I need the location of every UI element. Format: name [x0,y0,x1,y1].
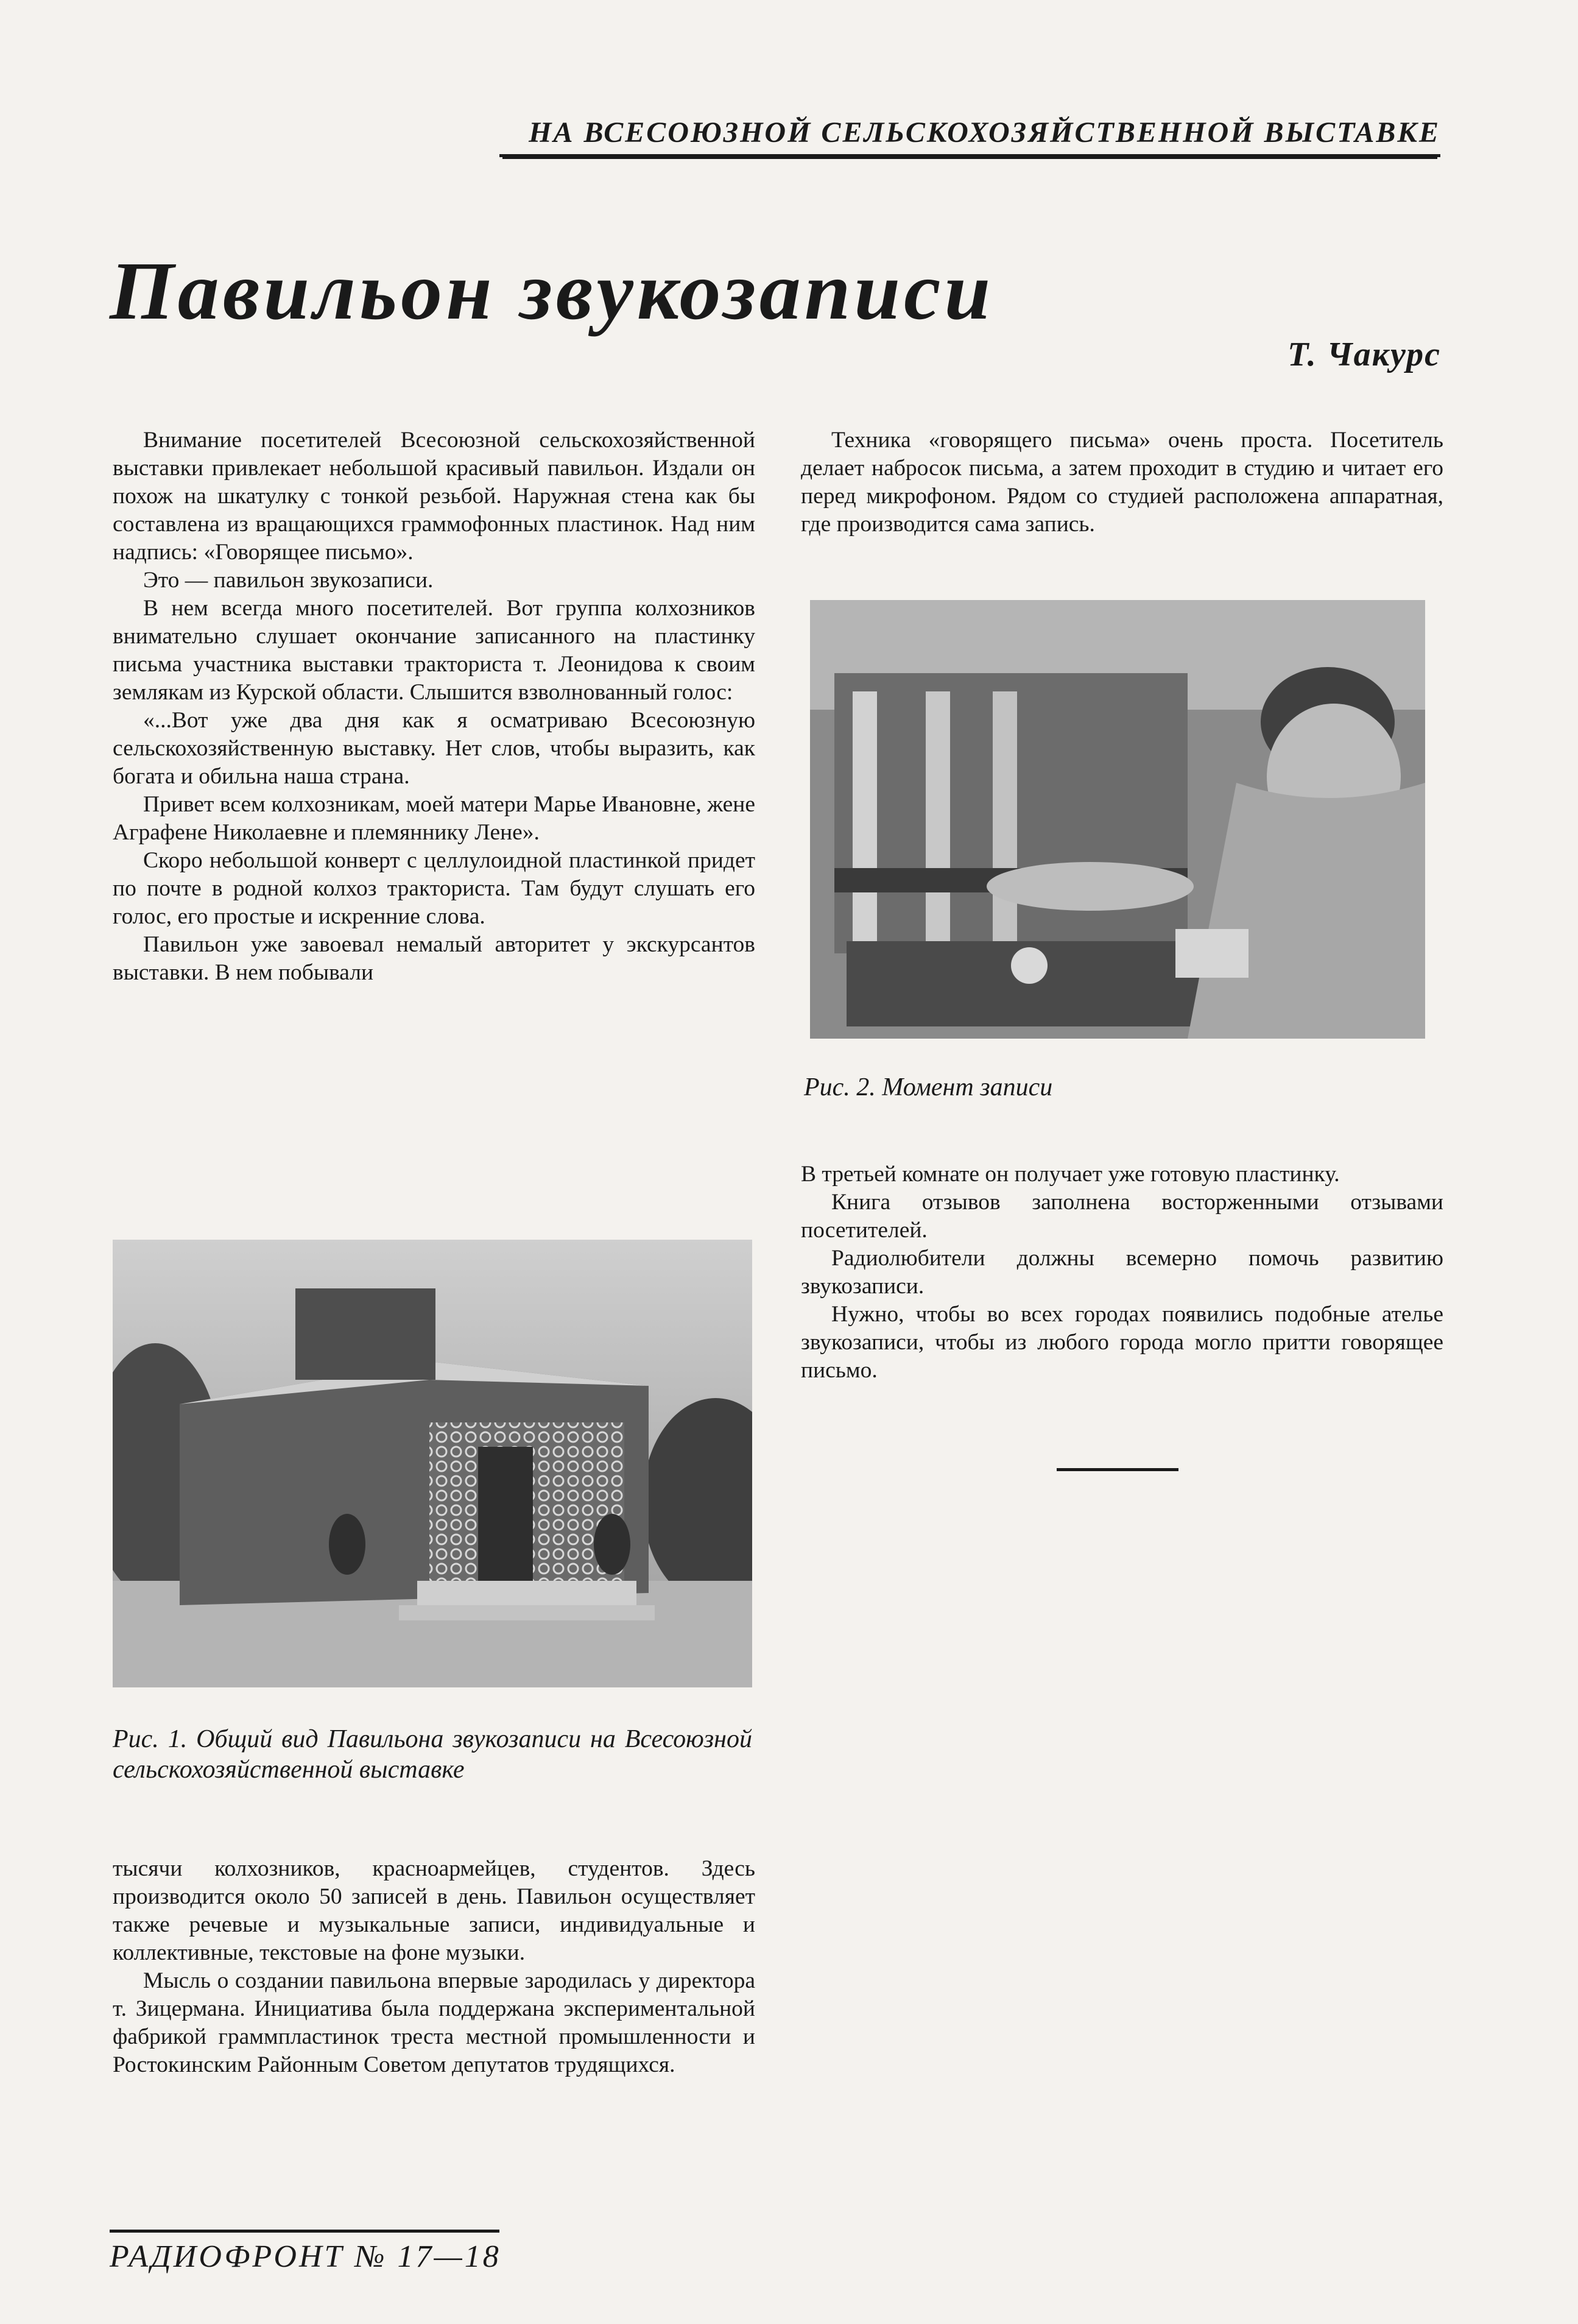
paragraph: тысячи колхозников, красноармейцев, студентов. Здесь производится около 50 записей в день. Павильон осуществляет также речевые и музыкальные записи, индивидуальные и коллективные, текстовые на фоне музыки. [113,1856,755,1965]
paragraph: Привет всем колхозникам, моей матери Марье Ивановне, жене Аграфене Николаевне и племяннику Лене». [113,792,755,845]
section-header: НА ВСЕСОЮЗНОЙ СЕЛЬСКОХОЗЯЙСТВЕННОЙ ВЫСТАВКЕ [499,116,1440,157]
paragraph: В третьей комнате он получает уже готовую пластинку. [801,1162,1340,1187]
paragraph: Книга отзывов заполнена восторженными отзывами посетителей. [801,1190,1443,1243]
footer-issue-label: РАДИОФРОНТ № 17—18 [110,2230,499,2275]
paragraph: Это — павильон звукозаписи. [143,568,434,593]
paragraph: Павильон уже завоевал немалый авторитет у экскурсантов выставки. В нем побывали [113,932,755,985]
paragraph: Техника «говорящего письма» очень проста. Посетитель делает набросок письма, а затем проходит в студию и читает его перед микрофоном. Рядом со студией расположена аппаратная, где производится сама запись. [801,428,1443,537]
left-column-top [113,426,755,987]
article-author: Т. Чакурс [1287,336,1441,373]
pavilion-photo [113,1240,752,1687]
paragraph: «...Вот уже два дня как я осматриваю Всесоюзную сельскохозяйственную выставку. Нет слов, чтобы выразить, как богата и обильна наша страна. [113,708,755,789]
paragraph: В нем всегда много посетителей. Вот группа колхозников внимательно слушает окончание записанного на пластинку письма участника выставки тракториста т. Леонидова к своим землякам из Курской области. Слышится взволнованный голос: [113,596,755,705]
paragraph: Внимание посетителей Всесоюзной сельскохозяйственной выставки привлекает небольшой красивый павильон. Издали он похож на шкатулку с тонкой резьбой. Наружная стена как бы составлена из вращающихся граммофонных пластинок. Над ним надпись: «Говорящее письмо». [113,428,755,565]
paragraph: Скоро небольшой конверт с целлулоидной пластинкой придет по почте в родной колхоз тракториста. Там будут слушать его голос, его простые и искренние слова. [113,848,755,929]
paragraph: Нужно, чтобы во всех городах появились подобные ателье звукозаписи, чтобы из любого города могло притти говорящее письмо. [801,1302,1443,1383]
paragraph: Радиолюбители должны всемерно помочь развитию звукозаписи. [801,1246,1443,1299]
figure-1-caption: Рис. 1. Общий вид Павильона звукозаписи на Всесоюзной сельскохозяйственной выставке [113,1725,752,1784]
recording-photo [810,600,1425,1039]
right-column-top [801,426,1443,539]
right-column-bottom [801,1160,1443,1385]
article-title: Павильон звукозаписи [110,245,995,337]
paragraph: Мысль о создании павильона впервые зародилась у директора т. Зицермана. Инициатива была поддержана экспериментальной фабрикой граммпластинок треста местной промышленности и Ростокинским Районным Советом депутатов трудящихся. [113,1968,755,2077]
left-column-bottom [113,1855,755,2079]
figure-2-caption: Рис. 2. Момент записи [804,1073,1053,1101]
article-end-rule [1057,1468,1178,1471]
